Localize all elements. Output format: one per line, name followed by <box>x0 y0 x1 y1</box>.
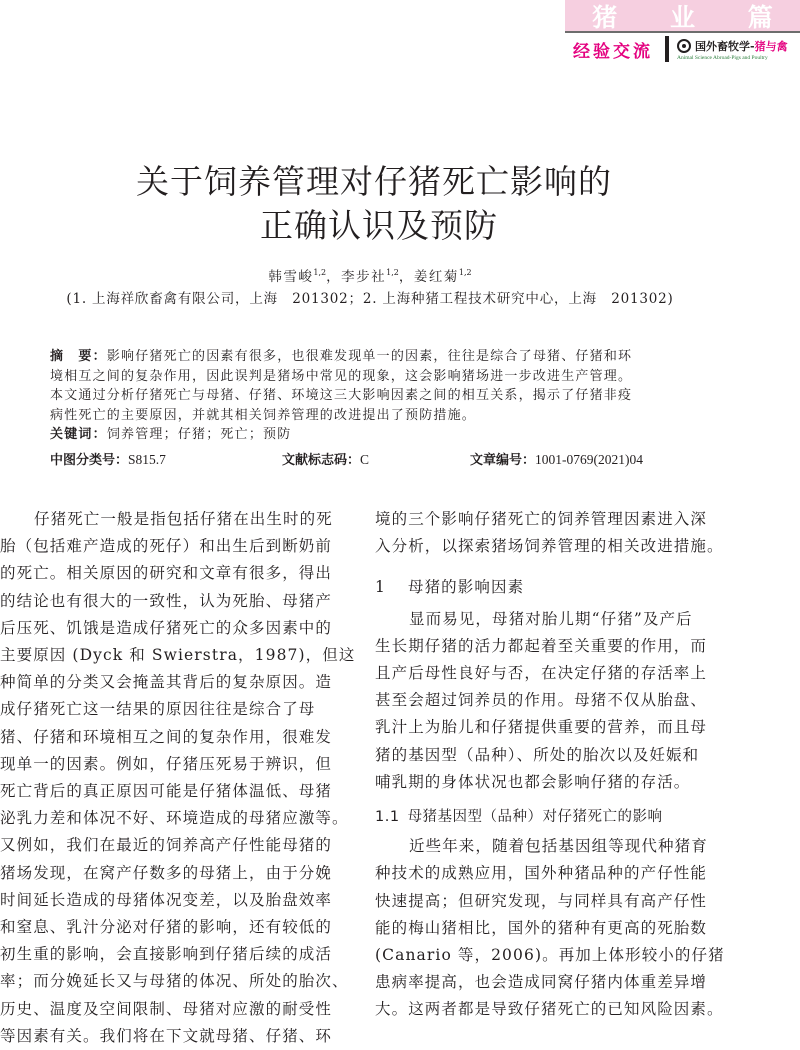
journal-name-en: Animal Science Abroad-Pigs and Poultry <box>677 54 768 61</box>
abstract-line: 影响仔猪死亡的因素有很多，也很难发现单一的因素，往往是综合了母猪、仔猪和环 <box>106 349 633 364</box>
body-line: 快速提高；但研究发现，与同样具有高产仔性 <box>375 891 708 910</box>
body-line: 成仔猪死亡这一结果的原因往往是综合了母 <box>0 700 316 719</box>
body-line: 显而易见，母猪对胎儿期“仔猪”及产后 <box>409 609 693 628</box>
body-line: 等因素有关。我们将在下文就母猪、仔猪、环 <box>0 1026 333 1045</box>
body-line: 且产后母性良好与否，在决定仔猪的存活率上 <box>375 664 708 683</box>
body-line: 能的梅山猪相比，国外的猪种有更高的死胎数 <box>375 918 708 937</box>
doc-code-label: 文献标志码： <box>282 453 361 468</box>
author-affil-sup: 1,2 <box>458 268 472 277</box>
author-separator: ， <box>398 269 414 285</box>
abstract <box>50 347 770 425</box>
section-heading <box>375 574 800 601</box>
body-line: 生长期仔猪的活力都起着至关重要的作用，而 <box>375 636 708 655</box>
body-line: 现单一的因素。例如，仔猪压死易于辨识，但 <box>0 754 333 773</box>
section-label: 猪 业 篇 <box>592 2 795 32</box>
author-name: 姜红菊 <box>413 269 459 285</box>
body-line: 甚至会超过饲养员的作用。母猪不仅从胎盘、 <box>375 691 708 710</box>
body-line: 时间延长造成的母猪体况变差，以及胎盘效率 <box>0 890 333 909</box>
body-line: 率；而分娩延长又与母猪的体况、所处的胎次、 <box>0 972 349 991</box>
body-line: 猪、仔猪和环境相互之间的复杂作用，很难发 <box>0 727 333 746</box>
header-divider <box>665 36 669 62</box>
subsection-number: 1.1 <box>375 809 400 826</box>
body-line: 的结论也有很大的一致性，认为死胎、母猪产 <box>0 591 333 610</box>
body-column-right <box>375 506 800 1024</box>
body-line: 大。这两者都是导致仔猪死亡的已知风险因素。 <box>375 1000 724 1019</box>
article-title <box>0 160 800 248</box>
title-line-1: 关于饲养管理对仔猪死亡影响的 <box>136 162 612 201</box>
column-name: 经验交流 <box>573 41 653 62</box>
abstract-line: 本文通过分析仔猪死亡与母猪、仔猪、环境这三大影响因素之间的相互关系，揭示了仔猪非疫 <box>50 388 633 403</box>
journal-logo-icon <box>677 39 691 53</box>
body-line: 境的三个影响仔猪死亡的饲养管理因素进入深 <box>375 510 708 528</box>
journal-header <box>565 35 800 63</box>
section-title: 母猪的影响因素 <box>407 578 525 597</box>
clc-value: S815.7 <box>128 452 166 467</box>
body-column-left <box>0 506 356 1050</box>
journal-brand <box>677 38 788 61</box>
body-line: 主要原因 (Dyck 和 Swierstra，1987)，但这 <box>0 646 356 665</box>
body-line: 乳汁上为胎儿和仔猪提供重要的营养，而且母 <box>375 718 708 737</box>
author-list <box>0 265 770 285</box>
body-line: 死亡背后的真正原因可能是仔猪体温低、母猪 <box>0 782 333 801</box>
abstract-line: 病性死亡的主要原因，并就其相关饲养管理的改进提出了预防措施。 <box>50 407 477 423</box>
author-separator: ， <box>326 269 342 285</box>
body-line: 和窒息、乳汁分泌对仔猪的影响，还有较低的 <box>0 918 333 937</box>
keywords <box>50 423 291 442</box>
body-line: 种技术的成熟应用，国外种猪品种的产仔性能 <box>375 864 708 883</box>
body-line: 猪的基因型（品种）、所处的胎次以及妊娠和 <box>375 745 700 764</box>
body-line: 猪场发现，在窝产仔数多的母猪上，由于分娩 <box>0 863 333 882</box>
body-line: 仔猪死亡一般是指包括仔猪在出生时的死 <box>34 510 333 528</box>
body-line: 近些年来，随着包括基因组等现代种猪育 <box>409 837 708 856</box>
article-no-value: 1001-0769(2021)04 <box>535 452 644 467</box>
author-name: 韩雪峻 <box>268 269 314 285</box>
abstract-line: 境相互之间的复杂作用，因此误判是猪场中常见的现象，这会影响猪场进一步改进生产管理。 <box>50 368 633 384</box>
keywords-label: 关键词： <box>50 427 107 442</box>
body-line: (Canario 等，2006)。再加上体形较小的仔猪 <box>375 946 725 965</box>
body-line: 泌乳力差和体况不好、环境造成的母猪应激等。 <box>0 809 349 828</box>
body-line: 的死亡。相关原因的研究和文章有很多，得出 <box>0 564 333 583</box>
journal-name-cn-accent: 猪与禽 <box>754 39 788 53</box>
journal-name-cn: 国外畜牧学- <box>695 39 755 53</box>
body-line: 又例如，我们在最近的饲养高产仔性能母猪的 <box>0 836 333 855</box>
body-line: 哺乳期的身体状况也都会影响仔猪的存活。 <box>375 772 691 791</box>
body-line: 种简单的分类又会掩盖其背后的复杂原因。造 <box>0 673 333 692</box>
title-line-2: 正确认识及预防 <box>260 206 498 245</box>
author-name: 李步社 <box>341 269 387 285</box>
keywords-value: 饲养管理；仔猪；死亡；预防 <box>106 427 292 442</box>
body-line: 入分析，以探索猪场饲养管理的相关改进措施。 <box>375 537 724 556</box>
body-line: 患病率提高，也会造成同窝仔猪内体重差异增 <box>375 973 708 992</box>
body-line: 后压死、饥饿是造成仔猪死亡的众多因素中的 <box>0 618 333 637</box>
author-affil-sup: 1,2 <box>386 268 399 277</box>
body-line: 初生重的影响，会直接影响到仔猪后续的成活 <box>0 945 333 964</box>
abstract-label: 摘 要： <box>50 349 107 364</box>
subsection-title: 母猪基因型（品种）对仔猪死亡的影响 <box>407 809 663 826</box>
body-line: 胎（包括难产造成的死仔）和出生后到断奶前 <box>0 537 333 556</box>
section-number: 1 <box>375 578 386 597</box>
classification-row <box>50 449 770 469</box>
author-affil-sup: 1,2 <box>313 268 327 277</box>
article-no-label: 文章编号： <box>470 453 536 468</box>
body-line: 历史、温度及空间限制、母猪对应激的耐受性 <box>0 999 333 1018</box>
doc-code-value: C <box>360 452 370 467</box>
affiliations: (1. 上海祥欣畜禽有限公司，上海 201302；2. 上海种猪工程技术研究中心，上海 201302) <box>66 291 674 307</box>
section-banner <box>565 0 800 33</box>
subsection-heading <box>375 804 800 831</box>
clc-label: 中图分类号： <box>50 453 129 468</box>
